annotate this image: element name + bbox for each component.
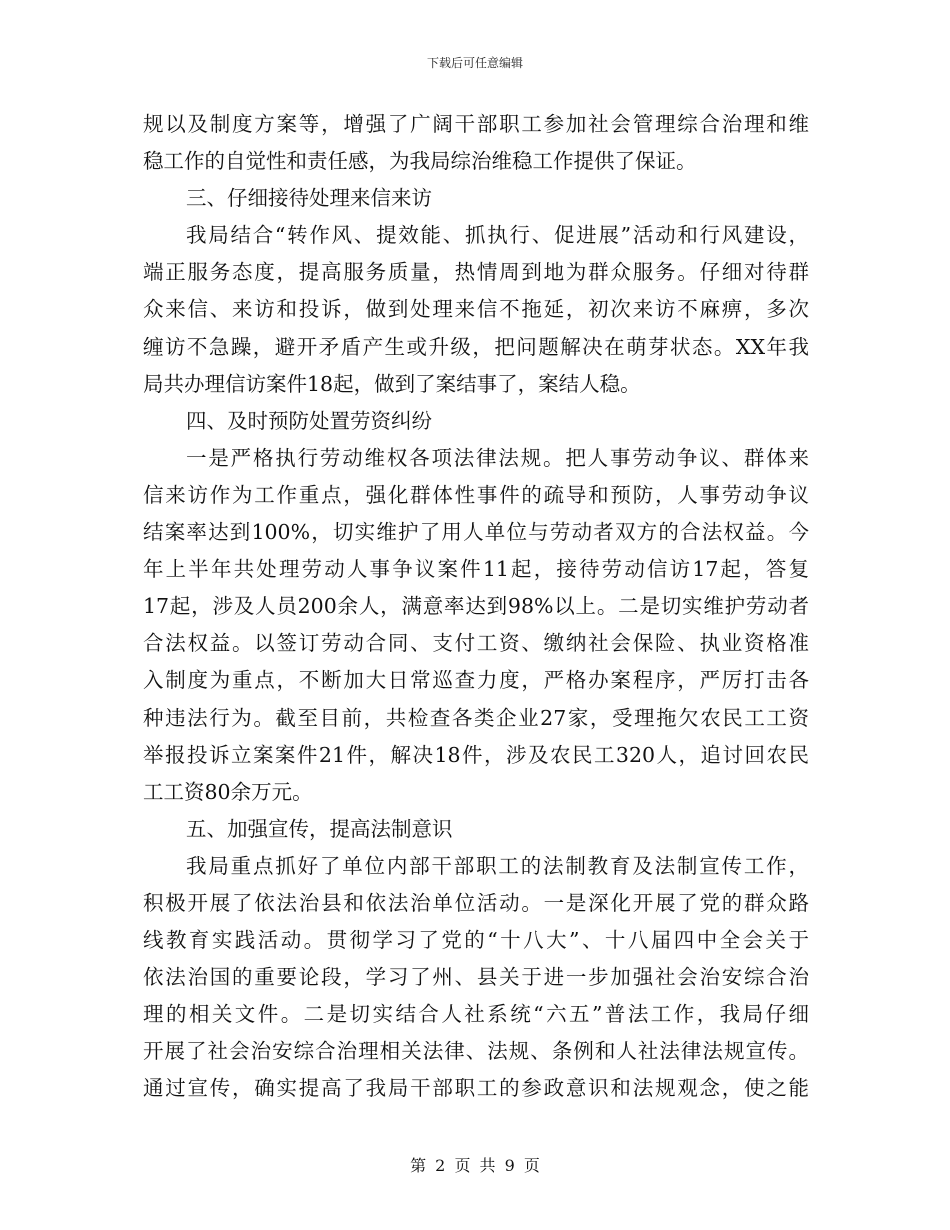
body-line: 端正服务态度，提高服务质量，热情周到地为群众服务。仔细对待群: [143, 260, 809, 285]
body-line: 17起，涉及人员200余人，满意率达到98%以上。二是切实维护劳动者: [143, 594, 809, 619]
body-line: 结案率达到100%，切实维护了用人单位与劳动者双方的合法权益。今: [143, 520, 809, 545]
body-line: 举报投诉立案案件21件，解决18件，涉及农民工320人，追讨回农民: [143, 742, 809, 767]
body-line: 通过宣传，确实提高了我局干部职工的参政意识和法规观念，使之能: [143, 1076, 809, 1101]
body-line: 理的相关文件。二是切实结合人社系统“六五”普法工作，我局仔细: [143, 1002, 809, 1027]
body-line: 依法治国的重要论段，学习了州、县关于进一步加强社会治安综合治: [143, 965, 809, 990]
body-line: 缠访不急躁，避开矛盾产生或升级，把问题解决在萌芽状态。XX年我: [143, 334, 809, 359]
body-line: 积极开展了依法治县和依法治单位活动。一是深化开展了党的群众路: [143, 890, 809, 915]
body-line: 我局结合“转作风、提效能、抓执行、促进展”活动和行风建设，: [186, 223, 809, 248]
body-line: 线教育实践活动。贯彻学习了党的“十八大”、十八届四中全会关于: [143, 928, 809, 953]
section-heading: 三、仔细接待处理来信来访: [186, 186, 432, 211]
body-line: 稳工作的自觉性和责任感，为我局综治维稳工作提供了保证。: [143, 149, 697, 174]
body-line: 众来信、来访和投诉，做到处理来信不拖延，初次来访不麻痹，多次: [143, 297, 809, 322]
body-line: 种违法行为。截至目前，共检查各类企业27家，受理拖欠农民工工资: [143, 705, 809, 730]
document-body: [143, 106, 809, 1108]
body-line: 一是严格执行劳动维权各项法律法规。把人事劳动争议、群体来: [186, 445, 809, 470]
body-line: 合法权益。以签订劳动合同、支付工资、缴纳社会保险、执业资格准: [143, 631, 809, 656]
section-heading: 五、加强宣传，提高法制意识: [186, 816, 453, 841]
page-number-footer: 第 2 页 共 9 页: [410, 1156, 540, 1175]
page-header-note: 下载后可任意编辑: [426, 56, 523, 70]
body-line: 我局重点抓好了单位内部干部职工的法制教育及法制宣传工作，: [186, 853, 809, 878]
section-heading: 四、及时预防处置劳资纠纷: [186, 408, 432, 433]
body-line: 规以及制度方案等，增强了广阔干部职工参加社会管理综合治理和维: [143, 112, 809, 136]
body-line: 入制度为重点，不断加大日常巡查力度，严格办案程序，严厉打击各: [143, 668, 809, 693]
body-line: 信来访作为工作重点，强化群体性事件的疏导和预防，人事劳动争议: [143, 482, 809, 507]
body-line: 工工资80余万元。: [143, 779, 313, 804]
body-line: 局共办理信访案件18起，做到了案结事了，案结人稳。: [143, 371, 641, 396]
body-line: 开展了社会治安综合治理相关法律、法规、条例和人社法律法规宣传。: [143, 1039, 809, 1064]
body-line: 年上半年共处理劳动人事争议案件11起，接待劳动信访17起，答复: [143, 557, 809, 582]
